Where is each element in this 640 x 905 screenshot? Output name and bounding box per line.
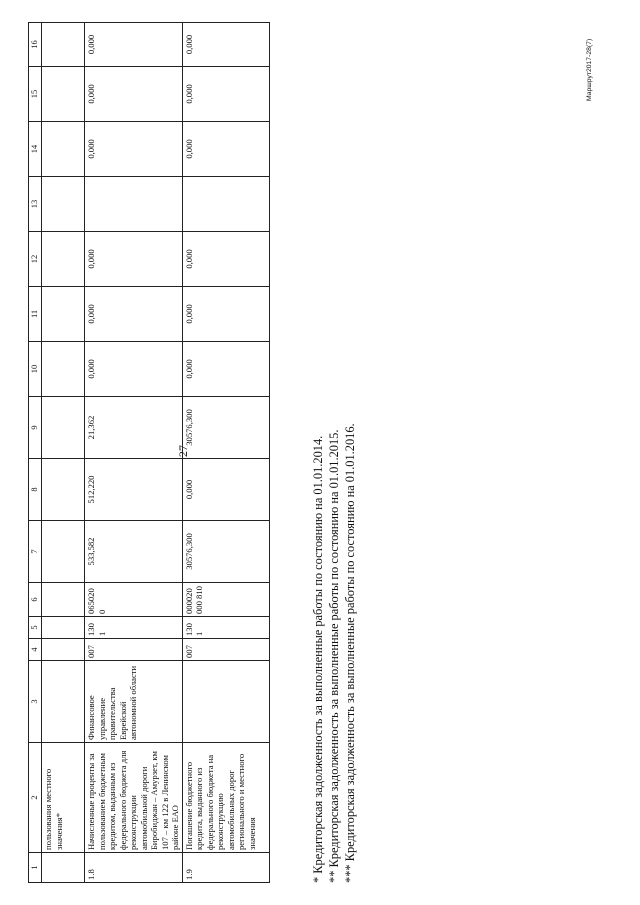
row-value: 0,000 <box>182 122 269 177</box>
row-administrator <box>182 661 269 743</box>
row-value: 0,000 <box>182 232 269 287</box>
budget-table <box>28 22 270 883</box>
row-value: 0,000 <box>85 342 182 397</box>
row-value: 0,000 <box>182 67 269 122</box>
row-code-target: 000020000 810 <box>182 583 269 617</box>
continuation-row <box>42 23 85 883</box>
row-value: 0,000 <box>85 23 182 67</box>
row-code-section: 1301 <box>85 617 182 639</box>
col-header: 7 <box>29 521 42 583</box>
row-value: 30576,300 <box>182 521 269 583</box>
col-header: 11 <box>29 287 42 342</box>
row-number: 1.9 <box>182 853 269 883</box>
footnote: ** Кредиторская задолженность за выполненные работы по состоянию на 01.01.2015. <box>327 429 341 883</box>
col-header: 4 <box>29 639 42 661</box>
row-value: 512,220 <box>85 459 182 521</box>
row-value: 0,000 <box>85 232 182 287</box>
footnotes <box>310 423 358 883</box>
col-header: 6 <box>29 583 42 617</box>
col-header: 8 <box>29 459 42 521</box>
col-header: 3 <box>29 661 42 743</box>
col-header: 10 <box>29 342 42 397</box>
col-header: 12 <box>29 232 42 287</box>
row-value: 0,000 <box>182 342 269 397</box>
row-value: 0,000 <box>182 23 269 67</box>
table-row <box>85 23 182 883</box>
row-code-ministry: 007 <box>182 639 269 661</box>
row-value: 0,000 <box>85 67 182 122</box>
page-number: 27 <box>176 445 190 457</box>
header-row <box>29 23 42 883</box>
col-header: 2 <box>29 743 42 853</box>
row-value: 0,000 <box>182 287 269 342</box>
row-administrator: Финансовое управление правительства Еврейской автономной области <box>85 661 182 743</box>
col-header: 13 <box>29 177 42 232</box>
col-header: 5 <box>29 617 42 639</box>
row-value: 30576,300 <box>182 397 269 459</box>
document-code: Маршрут2017-28(7) <box>586 38 593 101</box>
row-description: Начисленные проценты за пользованием бюджетным кредитом, выданным из федерального бюджета для реконструкции автомобильной дороги Биробиджан – Амурзет, км 107 – км 122 в Ленинском районе ЕАО <box>85 743 182 853</box>
row-value: 0,000 <box>85 122 182 177</box>
col-header: 1 <box>29 853 42 883</box>
row-code-ministry: 007 <box>85 639 182 661</box>
row-description: Погашение бюджетного кредита, выданного из федерального бюджета на реконструкцию автомобильных дорог регионального и местного значения <box>182 743 269 853</box>
row-code-target: 0650200 <box>85 583 182 617</box>
col-header: 15 <box>29 67 42 122</box>
footnote: * Кредиторская задолженность за выполненные работы по состоянию на 01.01.2014. <box>311 435 325 883</box>
row-value: 533,582 <box>85 521 182 583</box>
col-header: 14 <box>29 122 42 177</box>
row-value: 21,362 <box>85 397 182 459</box>
row-value <box>182 177 269 232</box>
col-header: 16 <box>29 23 42 67</box>
continuation-text: пользования местного значения* <box>42 743 85 853</box>
row-number: 1.8 <box>85 853 182 883</box>
row-value: 0,000 <box>85 287 182 342</box>
row-code-section: 1301 <box>182 617 269 639</box>
footnote: *** Кредиторская задолженность за выполненные работы по состоянию на 01.01.2016. <box>343 423 357 883</box>
table-row <box>182 23 269 883</box>
col-header: 9 <box>29 397 42 459</box>
row-value: 0,000 <box>182 459 269 521</box>
row-value <box>85 177 182 232</box>
